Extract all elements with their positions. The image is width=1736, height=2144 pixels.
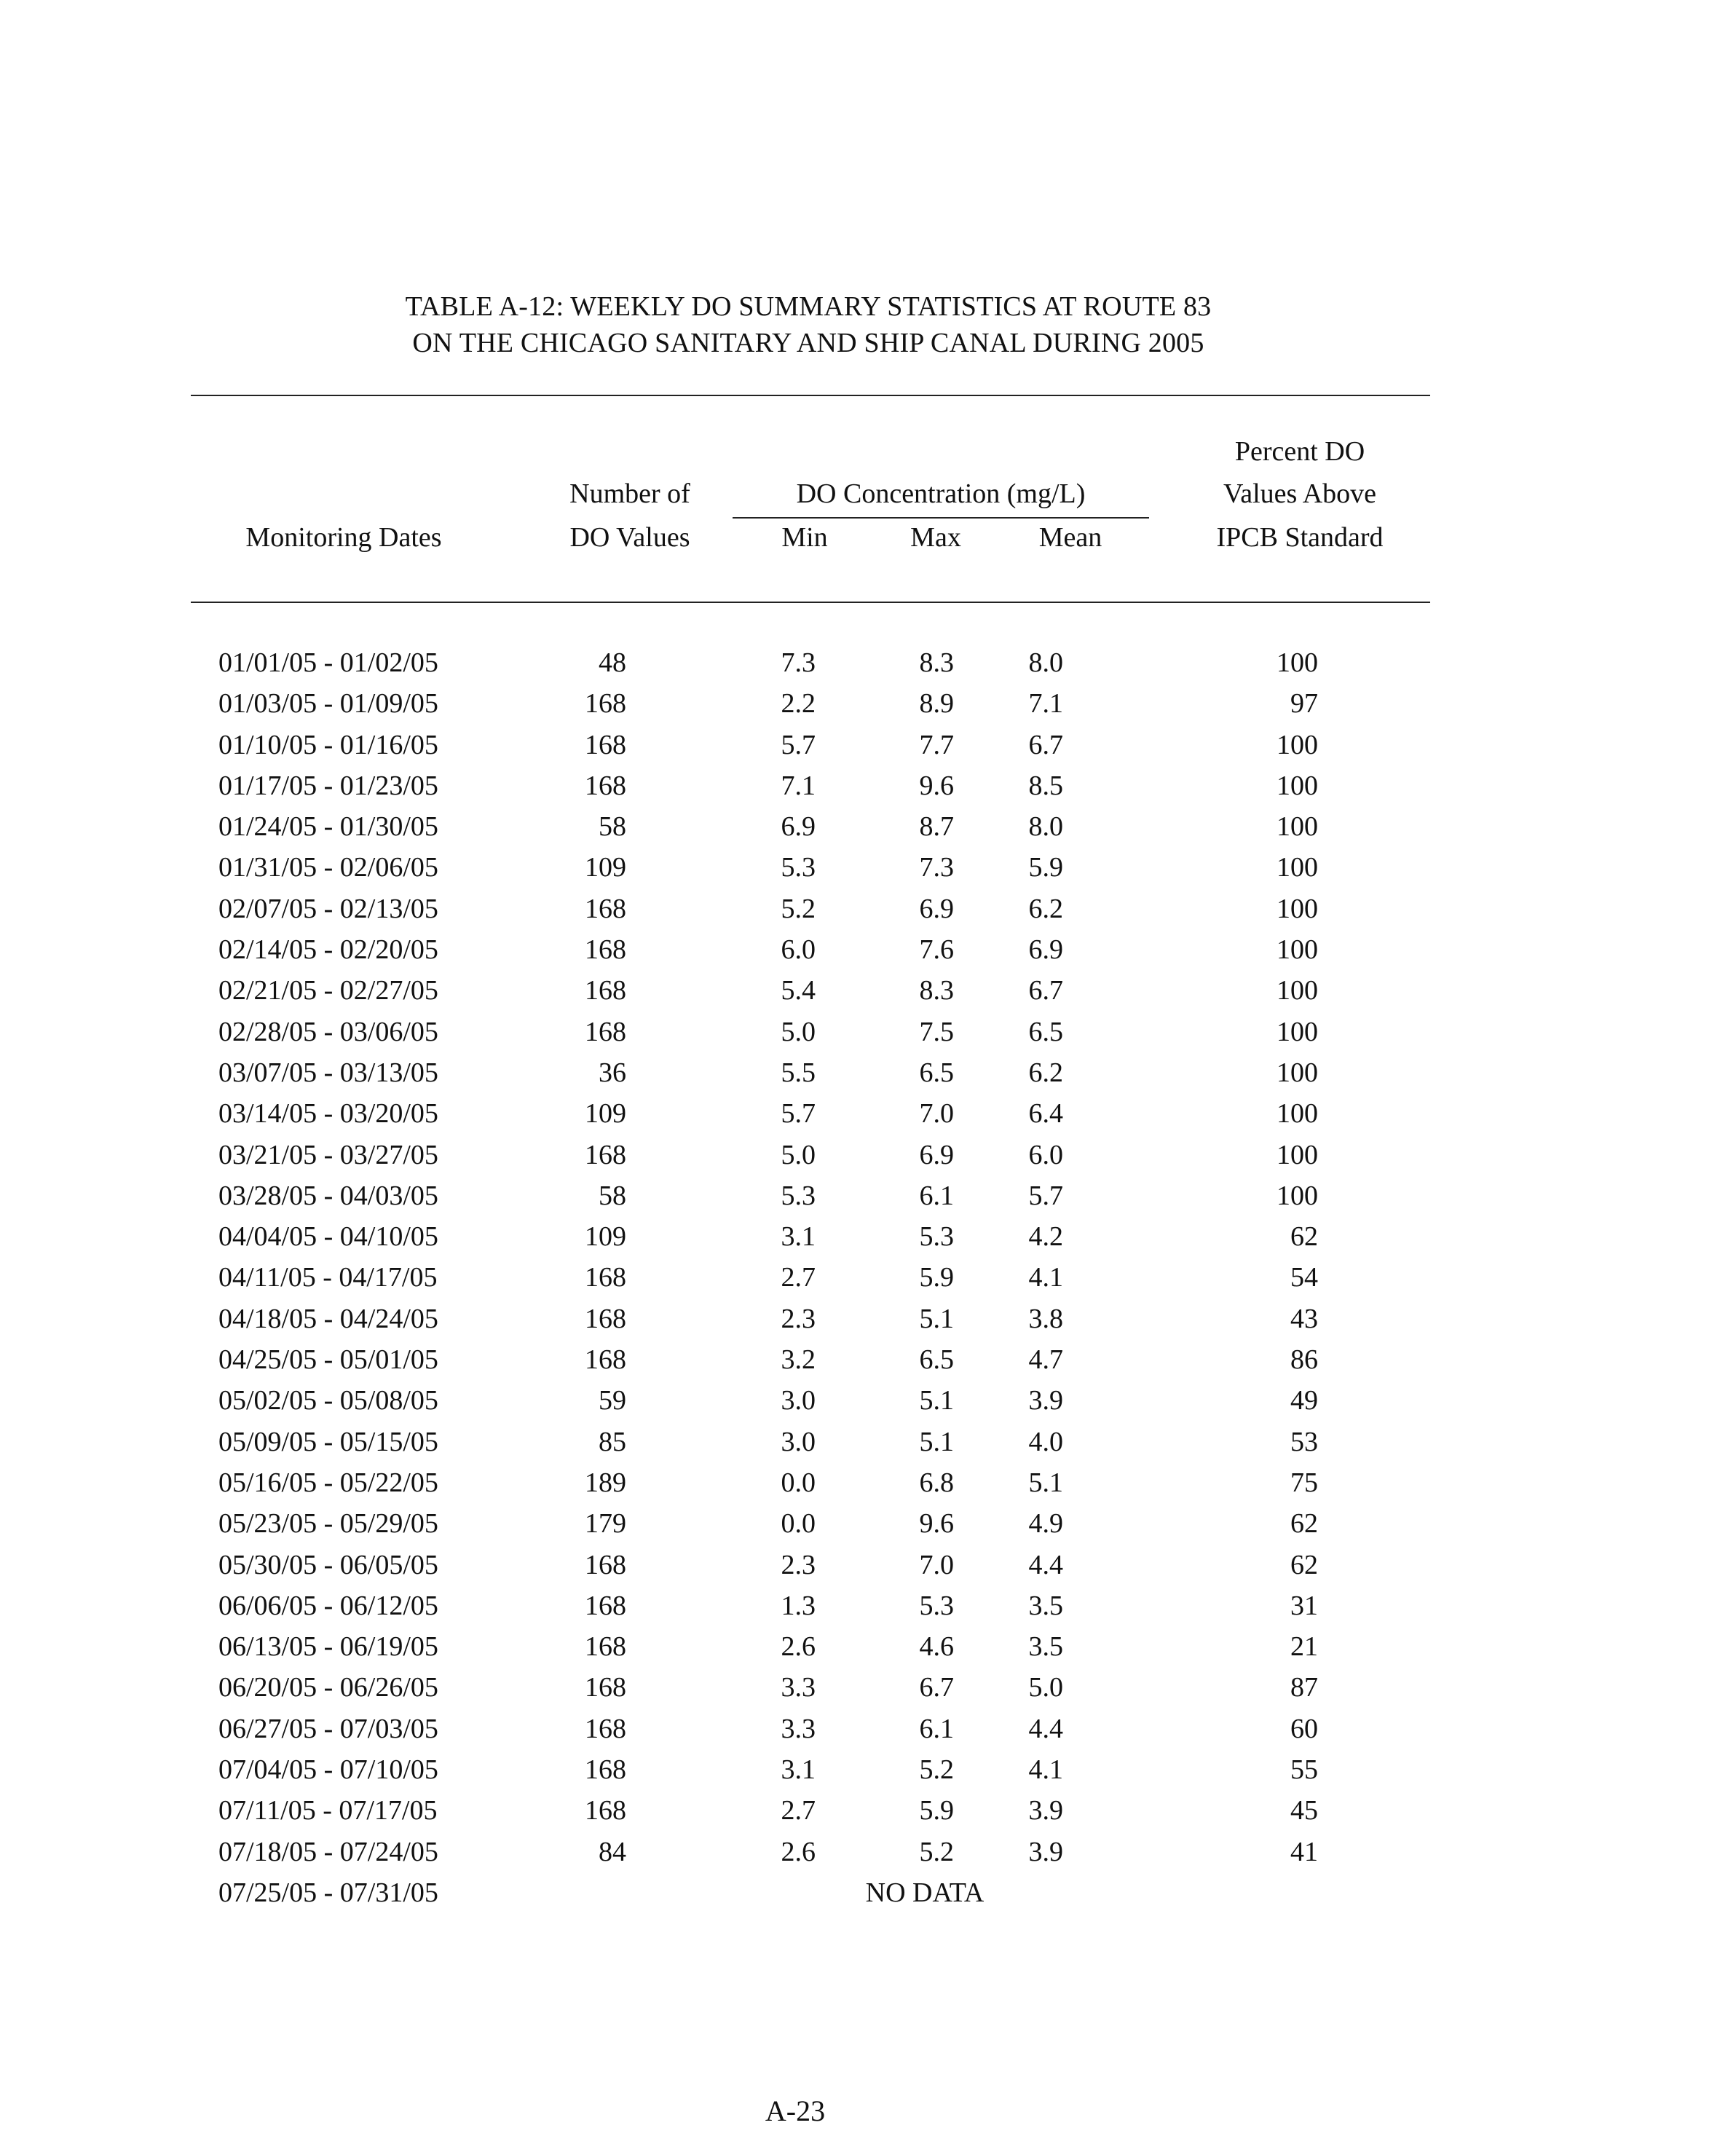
cell-dates: 01/03/05 - 01/09/05 [218, 688, 438, 720]
cell-dates: 06/06/05 - 06/12/05 [218, 1590, 438, 1621]
cell-percent: 100 [1277, 729, 1318, 760]
cell-dates: 03/14/05 - 03/20/05 [218, 1098, 438, 1130]
cell-mean: 4.1 [1028, 1754, 1063, 1786]
header-percent-line-3: IPCB Standard [1216, 522, 1384, 553]
table-row [0, 1629, 1736, 1670]
cell-min: 5.0 [781, 1139, 816, 1170]
cell-percent: 100 [1277, 893, 1318, 924]
cell-percent: 54 [1290, 1262, 1318, 1293]
table-row [0, 1342, 1736, 1383]
header-monitoring-dates: Monitoring Dates [245, 522, 442, 553]
cell-min: 2.7 [781, 1795, 816, 1826]
cell-min: 2.2 [781, 688, 816, 720]
cell-count: 58 [599, 1180, 626, 1211]
cell-mean: 5.1 [1028, 1467, 1063, 1498]
table-row [0, 1711, 1736, 1752]
cell-percent: 60 [1290, 1713, 1318, 1744]
table-row-no-data [0, 1875, 1736, 1916]
cell-percent: 86 [1290, 1344, 1318, 1376]
cell-percent: 53 [1290, 1426, 1318, 1457]
cell-mean: 3.5 [1028, 1590, 1063, 1621]
table-row [0, 1096, 1736, 1137]
cell-count: 168 [585, 1754, 626, 1786]
cell-dates: 05/16/05 - 05/22/05 [218, 1467, 438, 1498]
cell-max: 8.3 [919, 647, 954, 678]
table-row [0, 1465, 1736, 1506]
cell-dates: 01/17/05 - 01/23/05 [218, 770, 438, 801]
cell-mean: 3.9 [1028, 1836, 1063, 1867]
cell-min: 5.3 [781, 1180, 816, 1211]
cell-max: 8.9 [919, 688, 954, 720]
cell-mean: 3.5 [1028, 1631, 1063, 1663]
cell-count: 168 [585, 1016, 626, 1047]
cell-mean: 5.0 [1028, 1672, 1063, 1703]
cell-dates: 07/11/05 - 07/17/05 [218, 1795, 438, 1826]
cell-mean: 6.9 [1028, 934, 1063, 966]
cell-count: 168 [585, 1303, 626, 1334]
cell-max: 5.9 [919, 1795, 954, 1826]
header-max: Max [910, 522, 961, 553]
cell-mean: 6.7 [1028, 729, 1063, 760]
cell-min: 2.3 [781, 1303, 816, 1334]
cell-mean: 3.8 [1028, 1303, 1063, 1334]
cell-count: 168 [585, 893, 626, 924]
cell-mean: 6.5 [1028, 1016, 1063, 1047]
cell-min: 6.9 [781, 811, 816, 843]
cell-percent: 87 [1290, 1672, 1318, 1703]
header-do-concentration: DO Concentration (mg/L) [796, 478, 1086, 509]
cell-min: 3.1 [781, 1754, 816, 1786]
cell-count: 168 [585, 1631, 626, 1663]
cell-mean: 5.7 [1028, 1180, 1063, 1211]
cell-mean: 5.9 [1028, 852, 1063, 883]
cell-count: 84 [599, 1836, 626, 1867]
table-row [0, 1506, 1736, 1547]
cell-count: 168 [585, 934, 626, 966]
cell-percent: 43 [1290, 1303, 1318, 1334]
header-percent-line-2: Values Above [1223, 478, 1377, 509]
cell-max: 5.2 [919, 1836, 954, 1867]
cell-dates: 03/07/05 - 03/13/05 [218, 1057, 438, 1088]
cell-mean: 4.2 [1028, 1221, 1063, 1253]
cell-max: 4.6 [919, 1631, 954, 1663]
cell-dates: 03/28/05 - 04/03/05 [218, 1180, 438, 1211]
cell-count: 179 [585, 1508, 626, 1540]
table-row [0, 1670, 1736, 1711]
cell-min: 3.2 [781, 1344, 816, 1376]
cell-mean: 6.2 [1028, 1057, 1063, 1088]
table-row [0, 1260, 1736, 1301]
cell-dates: 02/28/05 - 03/06/05 [218, 1016, 438, 1047]
cell-min: 3.0 [781, 1426, 816, 1457]
cell-dates: 02/14/05 - 02/20/05 [218, 934, 438, 966]
table-row [0, 1138, 1736, 1178]
cell-mean: 6.7 [1028, 975, 1063, 1006]
cell-count: 189 [585, 1467, 626, 1498]
table-title-line-2: ON THE CHICAGO SANITARY AND SHIP CANAL DURING 2005 [412, 328, 1204, 358]
cell-percent: 97 [1290, 688, 1318, 720]
table-row [0, 1014, 1736, 1055]
table-row [0, 1219, 1736, 1260]
cell-min: 5.7 [781, 729, 816, 760]
cell-percent: 100 [1277, 934, 1318, 966]
header-min: Min [781, 522, 828, 553]
cell-dates: 04/04/05 - 04/10/05 [218, 1221, 438, 1253]
cell-dates: 07/18/05 - 07/24/05 [218, 1836, 438, 1867]
cell-count: 168 [585, 1549, 626, 1580]
cell-mean: 7.1 [1028, 688, 1063, 720]
cell-percent: 75 [1290, 1467, 1318, 1498]
cell-dates: 02/21/05 - 02/27/05 [218, 975, 438, 1006]
header-percent-line-1: Percent DO [1234, 436, 1365, 467]
table-row [0, 686, 1736, 727]
table-header-rule [191, 602, 1430, 603]
cell-percent: 100 [1277, 1139, 1318, 1170]
cell-dates: 05/09/05 - 05/15/05 [218, 1426, 438, 1457]
cell-count: 36 [599, 1057, 626, 1088]
cell-max: 6.1 [919, 1713, 954, 1744]
cell-dates: 07/04/05 - 07/10/05 [218, 1754, 438, 1786]
cell-mean: 6.0 [1028, 1139, 1063, 1170]
cell-mean: 4.7 [1028, 1344, 1063, 1376]
cell-count: 168 [585, 975, 626, 1006]
table-row [0, 809, 1736, 850]
cell-dates: 07/25/05 - 07/31/05 [218, 1877, 438, 1908]
cell-percent: 62 [1290, 1508, 1318, 1540]
cell-percent: 49 [1290, 1385, 1318, 1416]
table-row [0, 1588, 1736, 1629]
cell-mean: 3.9 [1028, 1385, 1063, 1416]
cell-percent: 62 [1290, 1549, 1318, 1580]
cell-max: 5.2 [919, 1754, 954, 1786]
header-number-line-1: Number of [569, 478, 690, 509]
cell-dates: 03/21/05 - 03/27/05 [218, 1139, 438, 1170]
cell-percent: 100 [1277, 852, 1318, 883]
cell-percent: 100 [1277, 770, 1318, 801]
cell-dates: 01/10/05 - 01/16/05 [218, 729, 438, 760]
cell-max: 6.7 [919, 1672, 954, 1703]
cell-min: 5.7 [781, 1098, 816, 1130]
table-row [0, 1055, 1736, 1096]
cell-mean: 4.1 [1028, 1262, 1063, 1293]
cell-mean: 4.4 [1028, 1713, 1063, 1744]
cell-dates: 05/02/05 - 05/08/05 [218, 1385, 438, 1416]
cell-max: 6.1 [919, 1180, 954, 1211]
cell-count: 168 [585, 1713, 626, 1744]
cell-mean: 8.0 [1028, 811, 1063, 843]
cell-min: 5.3 [781, 852, 816, 883]
table-row [0, 768, 1736, 809]
table-row [0, 1383, 1736, 1424]
cell-count: 168 [585, 1590, 626, 1621]
cell-percent: 100 [1277, 647, 1318, 678]
cell-max: 6.5 [919, 1057, 954, 1088]
table-row [0, 891, 1736, 932]
cell-count: 58 [599, 811, 626, 843]
cell-min: 5.0 [781, 1016, 816, 1047]
cell-min: 3.0 [781, 1385, 816, 1416]
cell-count: 168 [585, 1139, 626, 1170]
header-number-line-2: DO Values [569, 522, 690, 553]
cell-mean: 6.2 [1028, 893, 1063, 924]
cell-max: 5.1 [919, 1385, 954, 1416]
cell-percent: 55 [1290, 1754, 1318, 1786]
table-title-line-1: TABLE A-12: WEEKLY DO SUMMARY STATISTICS AT ROUTE 83 [405, 291, 1212, 322]
cell-count: 168 [585, 729, 626, 760]
cell-mean: 8.5 [1028, 770, 1063, 801]
page-number: A-23 [765, 2094, 826, 2127]
cell-max: 7.0 [919, 1549, 954, 1580]
cell-min: 2.6 [781, 1836, 816, 1867]
cell-max: 5.9 [919, 1262, 954, 1293]
cell-count: 109 [585, 852, 626, 883]
cell-dates: 02/07/05 - 02/13/05 [218, 893, 438, 924]
cell-count: 109 [585, 1221, 626, 1253]
cell-max: 5.3 [919, 1221, 954, 1253]
cell-max: 5.1 [919, 1426, 954, 1457]
cell-count: 168 [585, 1795, 626, 1826]
cell-dates: 06/13/05 - 06/19/05 [218, 1631, 438, 1663]
cell-dates: 01/24/05 - 01/30/05 [218, 811, 438, 843]
concentration-underline [733, 517, 1149, 519]
cell-min: 5.4 [781, 975, 816, 1006]
cell-max: 6.9 [919, 1139, 954, 1170]
cell-mean: 6.4 [1028, 1098, 1063, 1130]
table-row [0, 1424, 1736, 1465]
cell-count: 168 [585, 688, 626, 720]
table-row [0, 1834, 1736, 1875]
cell-mean: 8.0 [1028, 647, 1063, 678]
cell-percent: 62 [1290, 1221, 1318, 1253]
cell-max: 7.5 [919, 1016, 954, 1047]
cell-min: 5.5 [781, 1057, 816, 1088]
cell-percent: 41 [1290, 1836, 1318, 1867]
cell-count: 168 [585, 1262, 626, 1293]
cell-count: 109 [585, 1098, 626, 1130]
cell-min: 0.0 [781, 1467, 816, 1498]
cell-count: 85 [599, 1426, 626, 1457]
cell-dates: 01/31/05 - 02/06/05 [218, 852, 438, 883]
cell-min: 2.7 [781, 1262, 816, 1293]
cell-max: 9.6 [919, 770, 954, 801]
cell-max: 7.0 [919, 1098, 954, 1130]
cell-count: 168 [585, 770, 626, 801]
cell-dates: 05/23/05 - 05/29/05 [218, 1508, 438, 1540]
cell-dates: 05/30/05 - 06/05/05 [218, 1549, 438, 1580]
cell-dates: 04/11/05 - 04/17/05 [218, 1262, 438, 1293]
cell-mean: 4.4 [1028, 1549, 1063, 1580]
cell-min: 3.3 [781, 1713, 816, 1744]
cell-percent: 100 [1277, 1057, 1318, 1088]
cell-min: 7.1 [781, 770, 816, 801]
cell-percent: 45 [1290, 1795, 1318, 1826]
cell-dates: 04/25/05 - 05/01/05 [218, 1344, 438, 1376]
cell-percent: 100 [1277, 811, 1318, 843]
cell-min: 2.6 [781, 1631, 816, 1663]
cell-min: 0.0 [781, 1508, 816, 1540]
table-row [0, 645, 1736, 686]
cell-min: 3.3 [781, 1672, 816, 1703]
cell-max: 8.3 [919, 975, 954, 1006]
cell-min: 1.3 [781, 1590, 816, 1621]
cell-max: 7.7 [919, 729, 954, 760]
cell-max: 7.6 [919, 934, 954, 966]
cell-max: 6.8 [919, 1467, 954, 1498]
cell-max: 5.3 [919, 1590, 954, 1621]
cell-min: 7.3 [781, 647, 816, 678]
table-row [0, 1548, 1736, 1588]
header-mean: Mean [1038, 522, 1102, 553]
table-row [0, 1793, 1736, 1834]
table-row [0, 932, 1736, 973]
cell-count: 168 [585, 1344, 626, 1376]
no-data-note: NO DATA [865, 1877, 985, 1908]
table-row [0, 850, 1736, 891]
cell-dates: 01/01/05 - 01/02/05 [218, 647, 438, 678]
cell-min: 6.0 [781, 934, 816, 966]
cell-mean: 3.9 [1028, 1795, 1063, 1826]
table-row [0, 973, 1736, 1014]
cell-min: 2.3 [781, 1549, 816, 1580]
cell-max: 9.6 [919, 1508, 954, 1540]
table-row [0, 1301, 1736, 1342]
cell-max: 6.5 [919, 1344, 954, 1376]
cell-mean: 4.9 [1028, 1508, 1063, 1540]
table-row [0, 728, 1736, 768]
cell-percent: 100 [1277, 975, 1318, 1006]
cell-percent: 21 [1290, 1631, 1318, 1663]
cell-count: 168 [585, 1672, 626, 1703]
cell-mean: 4.0 [1028, 1426, 1063, 1457]
cell-percent: 31 [1290, 1590, 1318, 1621]
cell-max: 7.3 [919, 852, 954, 883]
cell-count: 59 [599, 1385, 626, 1416]
cell-percent: 100 [1277, 1098, 1318, 1130]
table-row [0, 1752, 1736, 1793]
cell-max: 5.1 [919, 1303, 954, 1334]
table-body [0, 645, 1736, 1916]
cell-dates: 06/27/05 - 07/03/05 [218, 1713, 438, 1744]
cell-percent: 100 [1277, 1180, 1318, 1211]
cell-percent: 100 [1277, 1016, 1318, 1047]
cell-count: 48 [599, 647, 626, 678]
cell-max: 6.9 [919, 893, 954, 924]
cell-max: 8.7 [919, 811, 954, 843]
cell-min: 5.2 [781, 893, 816, 924]
cell-dates: 04/18/05 - 04/24/05 [218, 1303, 438, 1334]
table-top-rule [191, 395, 1430, 396]
table-row [0, 1178, 1736, 1219]
cell-min: 3.1 [781, 1221, 816, 1253]
cell-dates: 06/20/05 - 06/26/05 [218, 1672, 438, 1703]
